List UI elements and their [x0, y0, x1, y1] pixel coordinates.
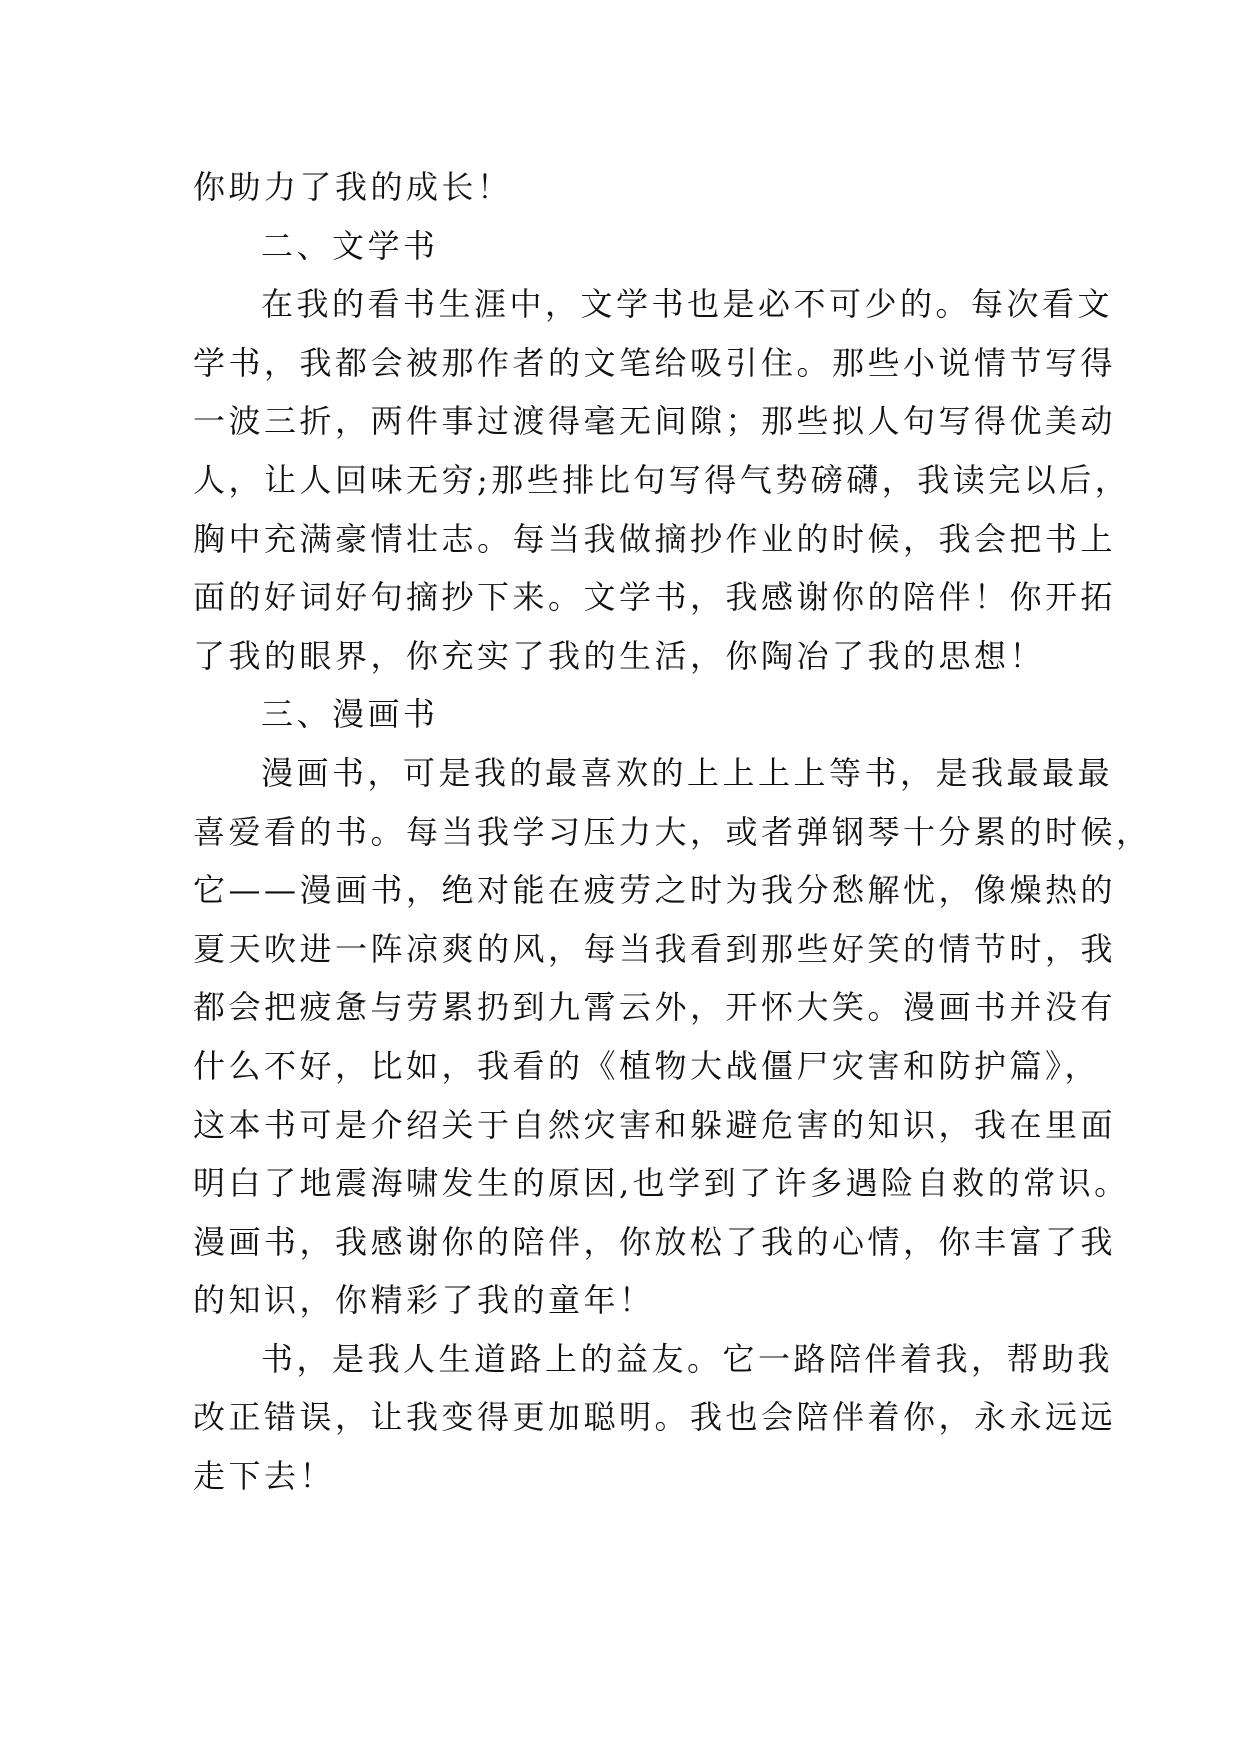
text-line: 这本书可是介绍关于自然灾害和躲避危害的知识，我在里面	[193, 1105, 1117, 1144]
text-line: 明白了地震海啸发生的原因,也学到了许多遇险自救的常识。	[193, 1164, 1130, 1203]
text-line: 漫画书，可是我的最喜欢的上上上上等书，是我最最最	[261, 753, 1114, 792]
text-line: 都会把疲惫与劳累扔到九霄云外，开怀大笑。漫画书并没有	[193, 988, 1117, 1027]
text-line: 面的好词好句摘抄下来。文学书，我感谢你的陪伴！你开拓	[193, 578, 1117, 617]
text-line: 什么不好，比如，我看的《植物大战僵尸灾害和防护篇》，	[193, 1046, 1101, 1085]
text-line: 学书，我都会被那作者的文笔给吸引住。那些小说情节写得	[193, 343, 1117, 382]
text-line: 漫画书，我感谢你的陪伴，你放松了我的心情，你丰富了我	[193, 1222, 1117, 1261]
section-heading-comics: 三、漫画书	[261, 695, 439, 734]
text-line: 改正错误，让我变得更加聪明。我也会陪伴着你，永永远远	[193, 1398, 1117, 1437]
text-line: 你助力了我的成长！	[193, 168, 513, 206]
text-line: 夏天吹进一阵凉爽的风，每当我看到那些好笑的情节时，我	[193, 929, 1117, 968]
text-line: 喜爱看的书。每当我学习压力大，或者弹钢琴十分累的时候，	[193, 812, 1152, 851]
text-line: 了我的眼界，你充实了我的生活，你陶冶了我的思想！	[193, 636, 1046, 675]
text-line: 在我的看书生涯中，文学书也是必不可少的。每次看文	[261, 285, 1114, 324]
text-line: 一波三折，两件事过渡得毫无间隙；那些拟人句写得优美动	[193, 402, 1117, 441]
text-line: 它——漫画书，绝对能在疲劳之时为我分愁解忧，像燥热的	[193, 871, 1117, 910]
text-line: 书，是我人生道路上的益友。它一路陪伴着我，帮助我	[261, 1339, 1114, 1378]
text-line: 人，让人回味无穷;那些排比句写得气势磅礴，我读完以后，	[193, 460, 1131, 499]
section-heading-literature: 二、文学书	[261, 226, 439, 265]
text-line: 走下去！	[193, 1457, 336, 1496]
essay-body	[193, 158, 1152, 1506]
text-line: 胸中充满豪情壮志。每当我做摘抄作业的时候，我会把书上	[193, 519, 1117, 558]
text-line: 的知识，你精彩了我的童年！	[193, 1281, 655, 1320]
